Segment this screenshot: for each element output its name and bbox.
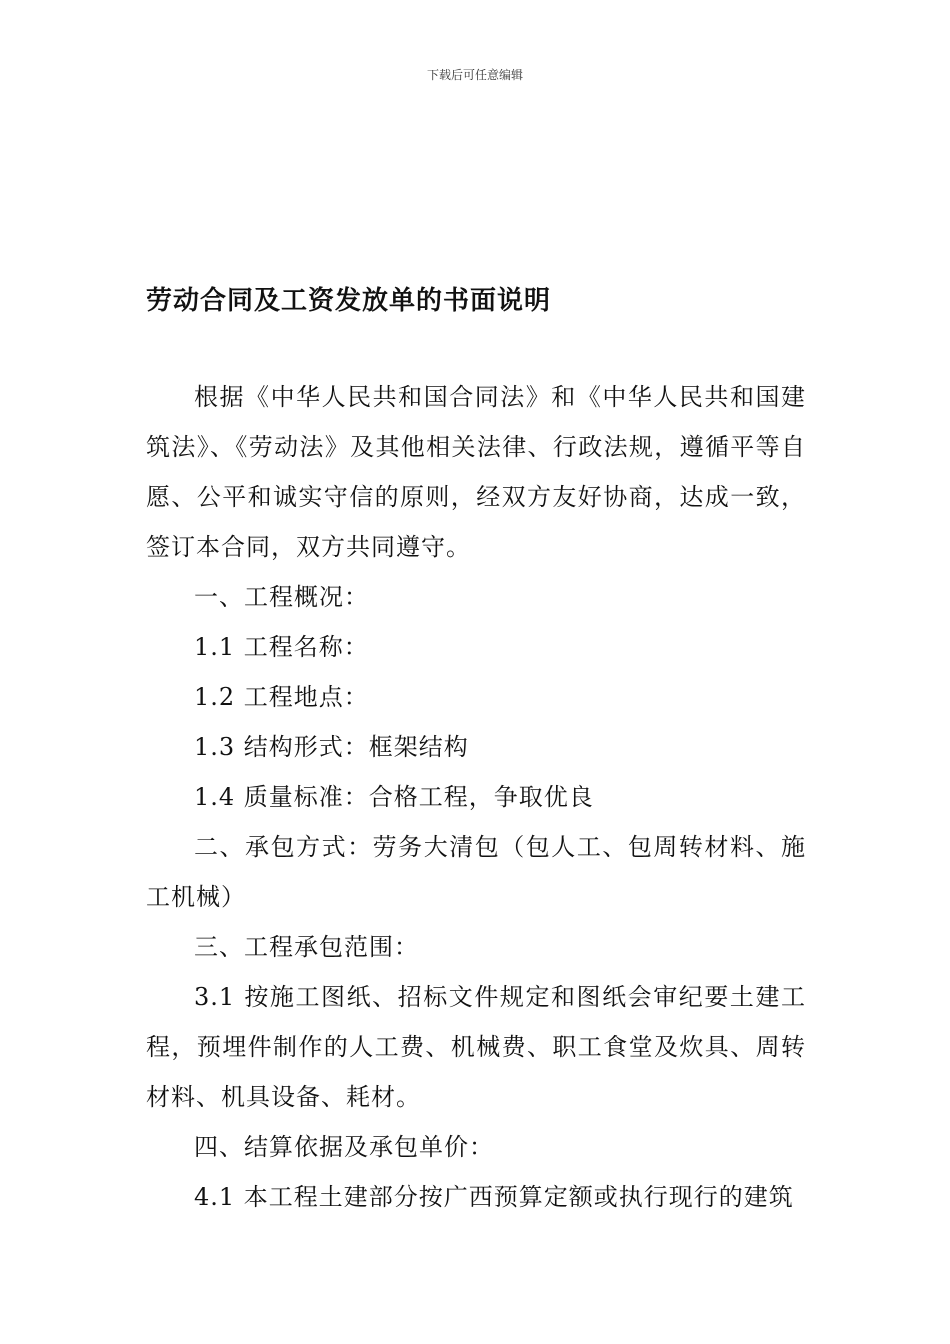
item-project-location: 1.2 工程地点： [194,683,369,711]
document-body [146,372,806,1222]
item-project-name: 1.1 工程名称： [194,633,369,661]
section-heading-settlement: 四、结算依据及承包单价： [194,1133,494,1161]
section-contract-method: 二、承包方式：劳务大清包（包人工、包周转材料、施工机械） [146,833,806,911]
section-heading-scope: 三、工程承包范围： [194,933,419,961]
section-heading-project-overview: 一、工程概况： [194,583,369,611]
document-title: 劳动合同及工资发放单的书面说明 [146,286,552,316]
item-scope-detail: 3.1 按施工图纸、招标文件规定和图纸会审纪要土建工程，预埋件制作的人工费、机械费、职工食堂及炊具、周转材料、机具设备、耗材。 [146,983,806,1111]
page-header-note: 下载后可任意编辑 [426,68,523,82]
paragraph-intro: 根据《中华人民共和国合同法》和《中华人民共和国建筑法》、《劳动法》及其他相关法律、行政法规，遵循平等自愿、公平和诚实守信的原则，经双方友好协商，达成一致，签订本合同，双方共同遵守。 [146,383,806,561]
item-quality-standard: 1.4 质量标准：合格工程，争取优良 [194,783,594,811]
item-settlement-basis: 4.1 本工程土建部分按广西预算定额或执行现行的建筑 [194,1183,794,1211]
item-structure-type: 1.3 结构形式：框架结构 [194,733,469,761]
